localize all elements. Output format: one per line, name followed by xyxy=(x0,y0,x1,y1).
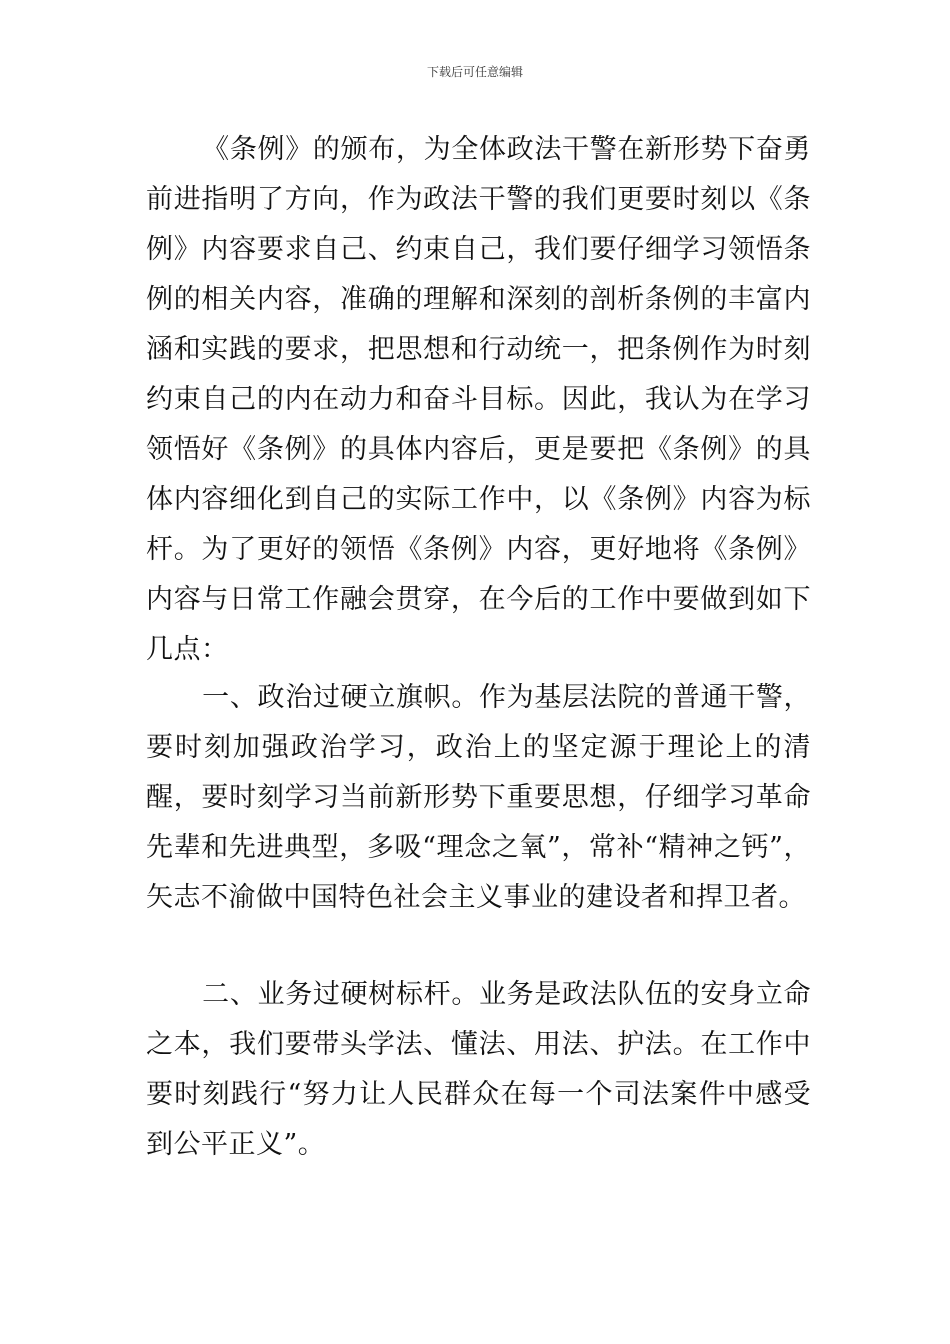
paragraph-political xyxy=(146,673,811,923)
paragraph-political-text: 一、政治过硬立旗帜。作为基层法院的普通干警，要时刻加强政治学习，政治上的坚定源于理论上的清醒，要时刻学习当前新形势下重要思想，仔细学习革命先辈和先进典型，多吸“理念之氧”，常补“精神之钙”，矢志不渝做中国特色社会主义事业的建设者和捍卫者。 xyxy=(146,682,811,913)
paragraph-intro-text: 《条例》的颁布，为全体政法干警在新形势下奋勇前进指明了方向，作为政法干警的我们更要时刻以《条例》内容要求自己、约束自己，我们要仔细学习领悟条例的相关内容，准确的理解和深刻的剖析条例的丰富内涵和实践的要求，把思想和行动统一，把条例作为时刻约束自己的内在动力和奋斗目标。因此，我认为在学习领悟好《条例》的具体内容后，更是要把《条例》的具体内容细化到自己的实际工作中，以《条例》内容为标杆。为了更好的领悟《条例》内容，更好地将《条例》内容与日常工作融会贯穿，在今后的工作中要做到如下几点： xyxy=(146,134,811,665)
header-note: 下载后可任意编辑 xyxy=(426,65,523,79)
paragraph-professional xyxy=(146,970,811,1170)
paragraph-professional-text: 二、业务过硬树标杆。业务是政法队伍的安身立命之本，我们要带头学法、懂法、用法、护法。在工作中要时刻践行“努力让人民群众在每一个司法案件中感受到公平正义”。 xyxy=(146,979,811,1160)
paragraph-intro xyxy=(146,125,811,675)
